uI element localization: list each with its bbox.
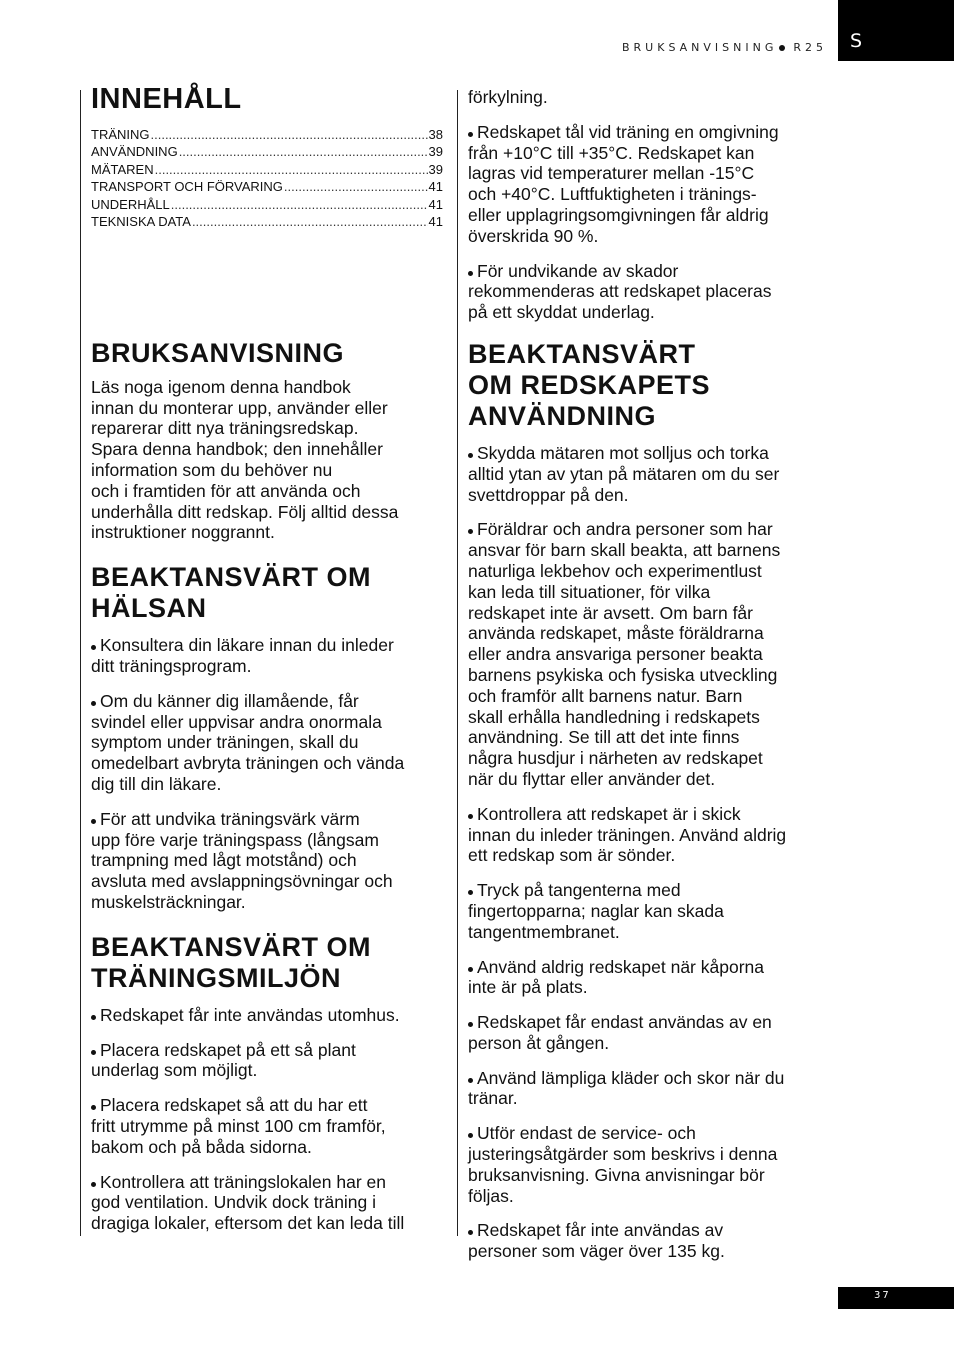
item-line: Tryck på tangenterna med <box>477 880 681 901</box>
list-item <box>468 957 828 999</box>
item-line: svettdroppar på den. <box>468 484 629 505</box>
bullet-dot <box>779 45 785 51</box>
item-line: Använd aldrig redskapet när kåporna <box>477 956 764 977</box>
page-number: 37 <box>874 1290 891 1301</box>
item-line: Redskapet får inte användas utomhus. <box>100 1004 400 1025</box>
bullet-dot <box>468 814 473 819</box>
item-line: fritt utrymme på minst 100 cm framför, <box>91 1115 386 1136</box>
item-line: lagras vid temperaturer mellan -15°C <box>468 163 755 184</box>
item-line: Redskapet får endast användas av en <box>477 1012 772 1033</box>
list-item <box>91 691 443 795</box>
section-title-bruksanvisning: BRUKSANVISNING <box>91 337 345 368</box>
item-line: Använd lämpliga kläder och skor när du <box>477 1067 785 1088</box>
item-line: inte är på plats. <box>468 977 588 998</box>
item-line: rekommenderas att redskapet placeras <box>468 281 772 302</box>
item-line: eller upplagringsomgivningen får aldrig <box>468 204 769 225</box>
title-line: BEAKTANSVÄRT OM <box>91 562 371 593</box>
item-line: personer som väger över 135 kg. <box>468 1241 725 1262</box>
toc-entry-name: TRÄNING <box>91 126 150 142</box>
item-line: Placera redskapet så att du har ett <box>100 1095 368 1116</box>
item-line: tangentmembranet. <box>468 921 620 942</box>
continued-line: förkylning. <box>468 87 548 107</box>
right-column <box>457 87 827 1262</box>
toc-entry-page: 41 <box>428 179 443 195</box>
bullet-dot <box>91 1182 96 1187</box>
item-line: eller andra ansvariga personer beakta <box>468 644 763 665</box>
item-line: alltid ytan av ytan på mätaren om du ser <box>468 463 780 484</box>
intro-line: reparerar ditt nya träningsredskap. <box>91 418 359 439</box>
item-line: barnens psykiska och fysiska utveckling <box>468 664 778 685</box>
item-line: Placera redskapet på ett så plant <box>100 1039 356 1060</box>
toc-leader <box>155 161 428 179</box>
intro-line: underhålla ditt redskap. Följ alltid dessa <box>91 501 399 522</box>
toc-entry-page: 41 <box>428 214 443 230</box>
bullet-dot <box>91 1105 96 1110</box>
item-line: Utför endast de service- och <box>477 1123 696 1144</box>
toc-title: INNEHÅLL <box>91 83 242 115</box>
item-line: ditt träningsprogram. <box>91 655 252 676</box>
item-line: och framför allt barnens natur. Barn <box>468 685 743 706</box>
header-model: R25 <box>793 41 827 54</box>
item-line: Redskapet tål vid träning en omgivning <box>477 121 779 142</box>
toc-leader <box>179 143 428 161</box>
toc-entry[interactable] <box>91 178 443 196</box>
toc-entry[interactable] <box>91 126 443 144</box>
toc-entry[interactable] <box>91 213 443 231</box>
item-line: och +40°C. Luftfuktigheten i tränings- <box>468 184 757 205</box>
section-title-traningsmiljon <box>91 932 443 994</box>
item-line: För undvikande av skador <box>477 260 679 281</box>
toc-entry-page: 41 <box>428 196 443 212</box>
toc-leader <box>192 213 428 231</box>
toc-entry-name: TRANSPORT OCH FÖRVARING <box>91 179 283 195</box>
title-line: HÄLSAN <box>91 593 207 624</box>
item-line: fingertopparna; naglar kan skada <box>468 900 724 921</box>
item-line: överskrida 90 %. <box>468 225 599 246</box>
list-item <box>468 443 828 505</box>
title-line: ANVÄNDNING <box>468 400 657 431</box>
section-title-redskapets <box>468 339 828 432</box>
bullet-dot <box>91 819 96 824</box>
list-item <box>468 804 828 866</box>
page-number-tab <box>838 1287 954 1309</box>
item-line: från +10°C till +35°C. Redskapet kan <box>468 142 755 163</box>
language-tab-label: S <box>850 30 863 52</box>
bullet-dot <box>468 1133 473 1138</box>
toc-entry[interactable] <box>91 143 443 161</box>
item-line: dig till din läkare. <box>91 773 222 794</box>
table-of-contents <box>91 126 443 231</box>
bullet-dot <box>468 1230 473 1235</box>
bullet-dot <box>468 890 473 895</box>
section-title-halsan <box>91 562 443 624</box>
header-title: BRUKSANVISNING <box>621 41 778 54</box>
item-line: bakom och på båda sidorna. <box>91 1136 312 1157</box>
intro-line: innan du monterar upp, använder eller <box>91 397 388 418</box>
list-item <box>91 635 443 677</box>
intro-line: information som du behöver nu <box>91 459 333 480</box>
toc-entry-page: 38 <box>428 126 443 142</box>
left-column <box>80 83 443 1236</box>
item-line: Om du känner dig illamående, får <box>100 690 359 711</box>
title-line: OM REDSKAPETS <box>468 369 711 400</box>
item-line: Kontrollera att redskapet är i skick <box>477 803 741 824</box>
item-line: avsluta med avslappningsövningar och <box>91 871 393 892</box>
list-item <box>91 1172 443 1234</box>
list-item <box>468 519 828 789</box>
toc-leader <box>284 178 428 196</box>
bullet-dot <box>468 271 473 276</box>
toc-entry-name: ANVÄNDNING <box>91 144 178 160</box>
item-line: kan leda till situationer, för vilka <box>468 581 711 602</box>
item-line: Skydda mätaren mot solljus och torka <box>477 442 769 463</box>
toc-leader <box>151 126 428 144</box>
item-line: redskapet inte är avsett. Om barn får <box>468 602 753 623</box>
item-line: innan du inleder träningen. Använd aldrig <box>468 824 787 845</box>
intro-line: och i framtiden för att använda och <box>91 480 361 501</box>
intro-line: Spara denna handbok; den innehåller <box>91 439 383 460</box>
item-line: användning. Se till att det inte finns <box>468 727 740 748</box>
list-item <box>468 1012 828 1054</box>
bullet-dot <box>468 1022 473 1027</box>
item-line: god ventilation. Undvik dock träning i <box>91 1192 377 1213</box>
list-item <box>91 1040 443 1082</box>
list-item <box>468 880 828 942</box>
item-line: person åt gången. <box>468 1032 610 1053</box>
toc-entry-page: 39 <box>428 161 443 177</box>
item-line: naturliga lekbehov och experimentlust <box>468 560 762 581</box>
list-item <box>468 122 828 247</box>
intro-line: Läs noga igenom denna handbok <box>91 376 351 397</box>
list-item <box>91 1095 443 1157</box>
bullet-dot <box>468 967 473 972</box>
title-line: TRÄNINGSMILJÖN <box>91 962 341 993</box>
running-header <box>622 41 827 54</box>
language-tab <box>838 0 954 61</box>
item-line: ett redskap som är sönder. <box>468 845 676 866</box>
item-line: på ett skyddat underlag. <box>468 302 655 323</box>
toc-entry-name: TEKNISKA DATA <box>91 214 191 230</box>
item-line: skall erhålla handledning i redskapets <box>468 706 760 727</box>
item-line: upp före varje träningspass (långsam <box>91 829 379 850</box>
toc-entry-name: UNDERHÅLL <box>91 196 170 212</box>
item-line: Konsultera din läkare innan du inleder <box>100 635 394 656</box>
item-line: ansvar för barn skall beakta, att barnens <box>468 540 781 561</box>
bullet-dot <box>91 645 96 650</box>
bullet-dot <box>468 453 473 458</box>
item-line: Kontrollera att träningslokalen har en <box>100 1171 387 1192</box>
bullet-dot <box>468 132 473 137</box>
bullet-dot <box>468 529 473 534</box>
item-line: justeringsåtgärder som beskrivs i denna <box>468 1144 778 1165</box>
list-item <box>468 261 828 323</box>
title-line: BEAKTANSVÄRT OM <box>91 931 371 962</box>
item-line: trampning med lågt motstånd) och <box>91 850 357 871</box>
item-line: dragiga lokaler, eftersom det kan leda till <box>91 1213 405 1234</box>
bullet-dot <box>468 1078 473 1083</box>
item-line: använda redskapet, måste föräldrarna <box>468 623 764 644</box>
toc-entry[interactable] <box>91 161 443 179</box>
toc-entry-name: MÄTAREN <box>91 161 154 177</box>
item-line: några husdjur i närheten av redskapet <box>468 748 763 769</box>
item-line: symptom under träningen, skall du <box>91 732 359 753</box>
item-line: underlag som möjligt. <box>91 1060 258 1081</box>
list-item <box>468 1068 828 1110</box>
item-line: omedelbart avbryta träningen och vända <box>91 753 405 774</box>
toc-leader <box>171 196 428 214</box>
list-item <box>468 1220 828 1262</box>
item-line: muskelsträckningar. <box>91 891 246 912</box>
list-item <box>91 1005 443 1026</box>
toc-entry-page: 39 <box>428 144 443 160</box>
list-item <box>468 1123 828 1206</box>
toc-entry[interactable] <box>91 196 443 214</box>
intro-paragraph <box>91 377 443 543</box>
intro-line: instruktioner noggrannt. <box>91 522 275 543</box>
item-line: Redskapet får inte användas av <box>477 1220 724 1241</box>
bullet-dot <box>91 701 96 706</box>
bullet-dot <box>91 1015 96 1020</box>
item-line: bruksanvisning. Givna anvisningar bör <box>468 1164 765 1185</box>
item-line: Föräldrar och andra personer som har <box>477 519 773 540</box>
item-line: svindel eller uppvisar andra onormala <box>91 711 382 732</box>
item-line: För att undvika träningsvärk värm <box>100 808 360 829</box>
item-line: tränar. <box>468 1088 518 1109</box>
item-line: när du flyttar eller använder det. <box>468 768 716 789</box>
title-line: BEAKTANSVÄRT <box>468 338 696 369</box>
bullet-dot <box>91 1050 96 1055</box>
list-item <box>91 809 443 913</box>
item-line: följas. <box>468 1185 514 1206</box>
